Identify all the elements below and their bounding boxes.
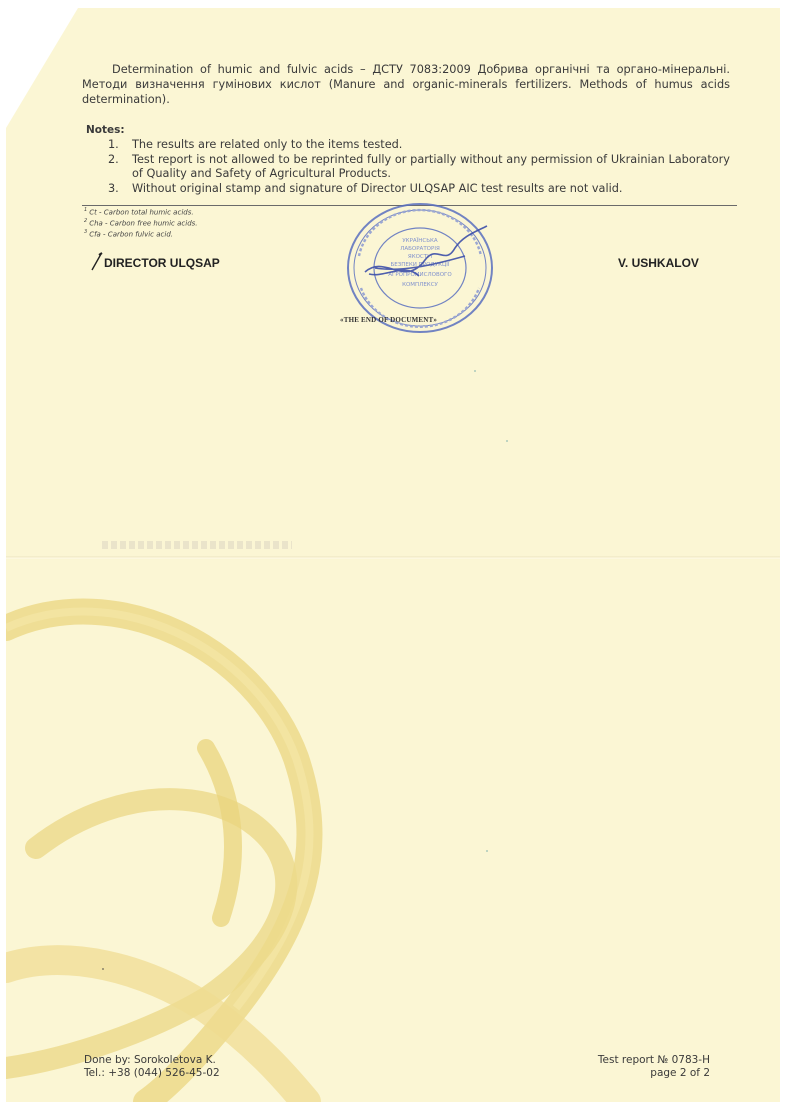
footnotes	[84, 206, 198, 238]
note-text: Test report is not allowed to be reprinted fully or partially without any permission of Ukrainian Laboratory of Quality and Safety of Agricultural Products.	[132, 153, 730, 180]
ink-speck	[506, 440, 508, 442]
stamp-line: ЯКОСТІ І	[407, 254, 433, 260]
stamp-line: КОМПЛЕКСУ	[402, 282, 438, 288]
note-item	[104, 153, 730, 181]
done-by-text: Done by: Sorokoletova K.	[84, 1054, 216, 1066]
pen-mark-icon	[90, 252, 104, 272]
method-paragraph	[82, 62, 730, 107]
footnote: $^3$ Cfa - Carbon fulvic acid.	[84, 228, 174, 238]
report-number: Test report № 0783-H	[597, 1054, 710, 1066]
footnote: $^1$ Ct - Carbon total humic acids.	[84, 207, 194, 217]
paper-fold	[6, 556, 780, 559]
notes-title: Notes:	[86, 124, 125, 136]
director-label: DIRECTOR ULQSAP	[104, 256, 220, 270]
director-name: V. USHKALOV	[618, 256, 699, 270]
official-stamp	[345, 196, 495, 336]
note-number: 1.	[108, 138, 119, 151]
telephone-text: Tel.: +38 (044) 526-45-02	[84, 1067, 220, 1079]
end-of-document-marker: «THE END OF DOCUMENT»	[340, 316, 438, 324]
note-number: 3.	[108, 182, 119, 195]
footer-report-info	[598, 1054, 710, 1080]
note-number: 2.	[108, 153, 119, 166]
ink-speck	[102, 968, 104, 970]
method-paragraph-text: Determination of humic and fulvic acids – ДСТУ 7083:2009 Добрива органічні та органо-мінеральні. Методи визначення гумінових кислот (Manure and organic-minerals fertilizers. Methods of humus acids determination).	[82, 63, 730, 106]
bleed-through-text	[102, 541, 292, 549]
note-item	[104, 182, 730, 196]
stamp-line: АГРОПРОМИСЛОВОГО	[388, 272, 452, 278]
note-text: The results are related only to the items tested.	[132, 138, 403, 151]
stamp-line: УКРАЇНСЬКА	[402, 238, 438, 244]
note-text: Without original stamp and signature of Director ULQSAP AIC test results are not valid.	[132, 182, 623, 195]
stamp-line: ЛАБОРАТОРІЯ	[400, 246, 440, 252]
watermark-swirl	[6, 588, 406, 1102]
note-item	[104, 138, 730, 152]
stamp-line: БЕЗПЕКИ ПРОДУКЦІЇ	[390, 262, 450, 268]
ink-speck	[486, 850, 488, 852]
ink-speck	[474, 370, 476, 372]
notes-list	[104, 138, 730, 197]
footer-prepared-by	[84, 1054, 220, 1080]
page-number: page 2 of 2	[650, 1067, 710, 1079]
footnote: $^2$ Cha - Carbon free humic acids.	[84, 217, 198, 228]
